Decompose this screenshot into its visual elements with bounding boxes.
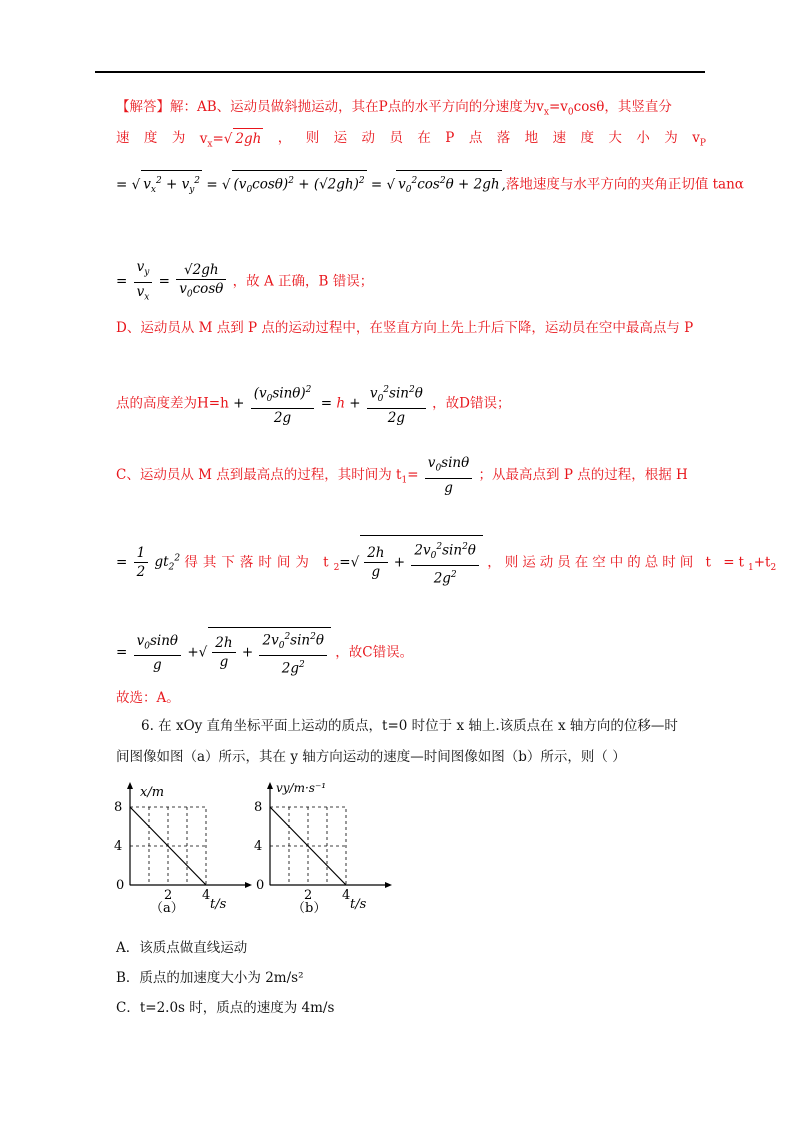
- header-rule: [95, 71, 705, 73]
- question-line-1: 6. 在 xOy 直角坐标平面上运动的质点，t=0 时位于 x 轴上.该质点在 x 轴方向的位移—时: [141, 718, 678, 734]
- graph-a-ylabel: x/m: [140, 785, 165, 800]
- solution-line-1: 【解答】解：AB、运动员做斜抛运动，其在P点的水平方向的分速度为$v_x=v_0\cos\theta$，其竖直分: [116, 99, 672, 118]
- graph-b-xtick-2: 2: [304, 888, 313, 903]
- graph-a-xtick-4: 4: [202, 888, 211, 903]
- graph-a-caption: （a）: [150, 901, 184, 916]
- graph-b-xlabel: t/s: [350, 897, 367, 912]
- answer-line: 故选：A。: [116, 690, 180, 706]
- graph-b-caption: （b）: [292, 901, 327, 916]
- graph-a: [110, 778, 263, 918]
- solution-c-line-2: = $\frac{1}{2}$ $gt_2^2$ 得其下落时间为 $t_2=√$ $\frac{2h}{g}$ + $\frac{2v_0^2\sin^2\theta}{2g^2}$ ，则运动员在空中的总时间 $t =t_1+t_2$: [116, 535, 776, 588]
- option-c: C．t=2.0s 时，质点的速度为 4m/s: [116, 1000, 335, 1016]
- graph-a-xtick-2: 2: [164, 888, 173, 903]
- solution-c-line-3: = $\frac{v_0\sin\theta}{g}$ +√ $\frac{2h}{g}$ + $\frac{2v_0^2\sin^2\theta}{2g^2}$ ，故C错误。: [116, 627, 413, 678]
- graph-a-xlabel: t/s: [210, 897, 227, 912]
- graph-a-ytick-0: 0: [116, 878, 125, 893]
- question-line-2: 间图像如图（a）所示，其在 y 轴方向运动的速度—时间图像如图（b）所示，则（ ）: [116, 749, 626, 765]
- option-a: A．该质点做直线运动: [116, 940, 248, 956]
- graph-b-ylabel: vy/m·s⁻¹: [276, 781, 327, 795]
- formula-tan: = $\frac{v_y}{v_x}$ = $\frac{√2gh}{v_0\cos\theta}$ ，故 A 正确，B 错误；: [116, 259, 374, 303]
- tan-angle-text: 落地速度与水平方向的夹角正切值 tanα: [505, 176, 744, 193]
- solution-d-line-1: D、运动员从 M 点到 P 点的运动过程中，在竖直方向上先上升后下降，运动员在空中最高点与 P: [116, 320, 694, 336]
- option-b: B．质点的加速度大小为 2m/s²: [116, 970, 304, 986]
- graph-b-ytick-4: 4: [254, 839, 263, 854]
- solution-c-line-1: C、运动员从 M 点到最高点的过程，其时间为 $t_1=$ $\frac{v_0\sin\theta}{g}$ ；从最高点到 P 点的过程，根据 H: [116, 455, 688, 496]
- graph-a-ytick-8: 8: [114, 800, 123, 815]
- graph-b-xtick-4: 4: [342, 888, 351, 903]
- solution-d-line-2: 点的高度差为H=h + $\frac{(v_0\sin\theta)^2}{2g}$ = h + $\frac{v_0^2\sin^2\theta}{2g}$ ，故D错误；: [116, 381, 510, 427]
- graph-a-ytick-4: 4: [114, 839, 123, 854]
- formula-vp: = √ $v_x^2 + v_y^2$ = √ $(v_0\cos\theta)^2 + (√2gh)^2$ = √ $v_0^2\cos^2\theta + 2gh$ ,落地速度与水平方向的夹角正切值 tanα: [116, 170, 744, 200]
- solution-tag: 【解答】: [116, 99, 170, 115]
- solution-line-2: 速 度 为 $v_x=√$ 2gh ， 则 运 动 员 在 P 点 落 地 速 度 大 小 为 $v_P$: [116, 130, 706, 150]
- graph-b: [250, 778, 410, 918]
- graph-b-ytick-8: 8: [254, 800, 263, 815]
- graph-b-ytick-0: 0: [256, 878, 265, 893]
